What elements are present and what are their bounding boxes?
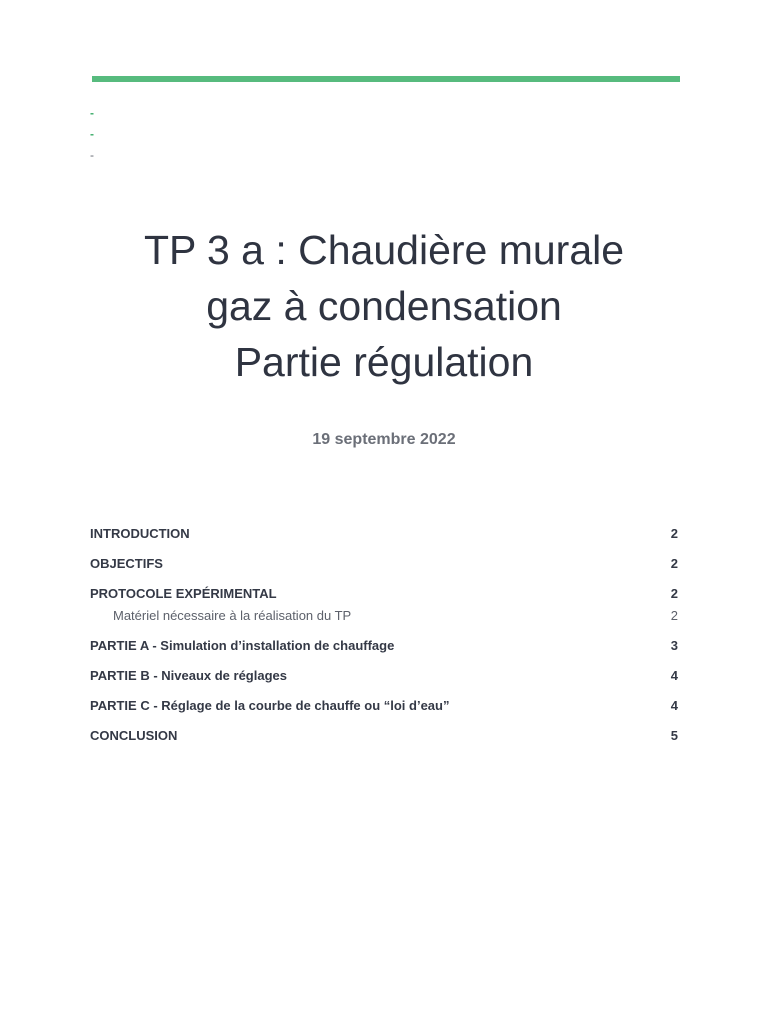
toc-page: 2 <box>670 526 678 541</box>
toc-page: 2 <box>670 608 678 623</box>
toc-label: Matériel nécessaire à la réalisation du TP <box>113 608 352 623</box>
toc-label: PARTIE C - Réglage de la courbe de chauffe ou “loi d’eau” <box>90 698 450 713</box>
title-line: TP 3 a : Chaudière murale <box>143 227 625 273</box>
dash-item: - <box>90 127 94 141</box>
toc-entry-objectifs[interactable] <box>90 554 678 584</box>
toc-entry-conclusion[interactable] <box>90 726 678 756</box>
toc-label: PARTIE A - Simulation d’installation de chauffage <box>90 638 395 653</box>
toc-page: 2 <box>670 586 678 601</box>
toc-label: CONCLUSION <box>90 728 178 743</box>
table-of-contents <box>90 524 678 756</box>
toc-page: 4 <box>670 668 678 683</box>
toc-label: PARTIE B - Niveaux de réglages <box>90 668 287 683</box>
toc-label: OBJECTIFS <box>90 556 163 571</box>
dash-item: - <box>90 148 94 162</box>
toc-label: INTRODUCTION <box>90 526 190 541</box>
toc-label: PROTOCOLE EXPÉRIMENTAL <box>90 586 277 601</box>
toc-page: 2 <box>670 556 678 571</box>
document-title <box>0 222 768 390</box>
toc-entry-protocole[interactable] <box>90 584 678 606</box>
dash-list <box>90 103 94 166</box>
toc-page: 4 <box>670 698 678 713</box>
toc-page: 5 <box>670 728 678 743</box>
toc-entry-partie-b[interactable] <box>90 666 678 696</box>
toc-entry-partie-a[interactable] <box>90 636 678 666</box>
toc-entry-introduction[interactable] <box>90 524 678 554</box>
toc-page: 3 <box>670 638 678 653</box>
document-date: 19 septembre 2022 <box>312 431 456 448</box>
dash-item: - <box>90 106 94 120</box>
toc-entry-materiel[interactable] <box>90 606 678 636</box>
toc-entry-partie-c[interactable] <box>90 696 678 726</box>
header-rule <box>92 76 680 82</box>
title-line: Partie régulation <box>234 339 534 385</box>
title-line: gaz à condensation <box>206 283 562 329</box>
